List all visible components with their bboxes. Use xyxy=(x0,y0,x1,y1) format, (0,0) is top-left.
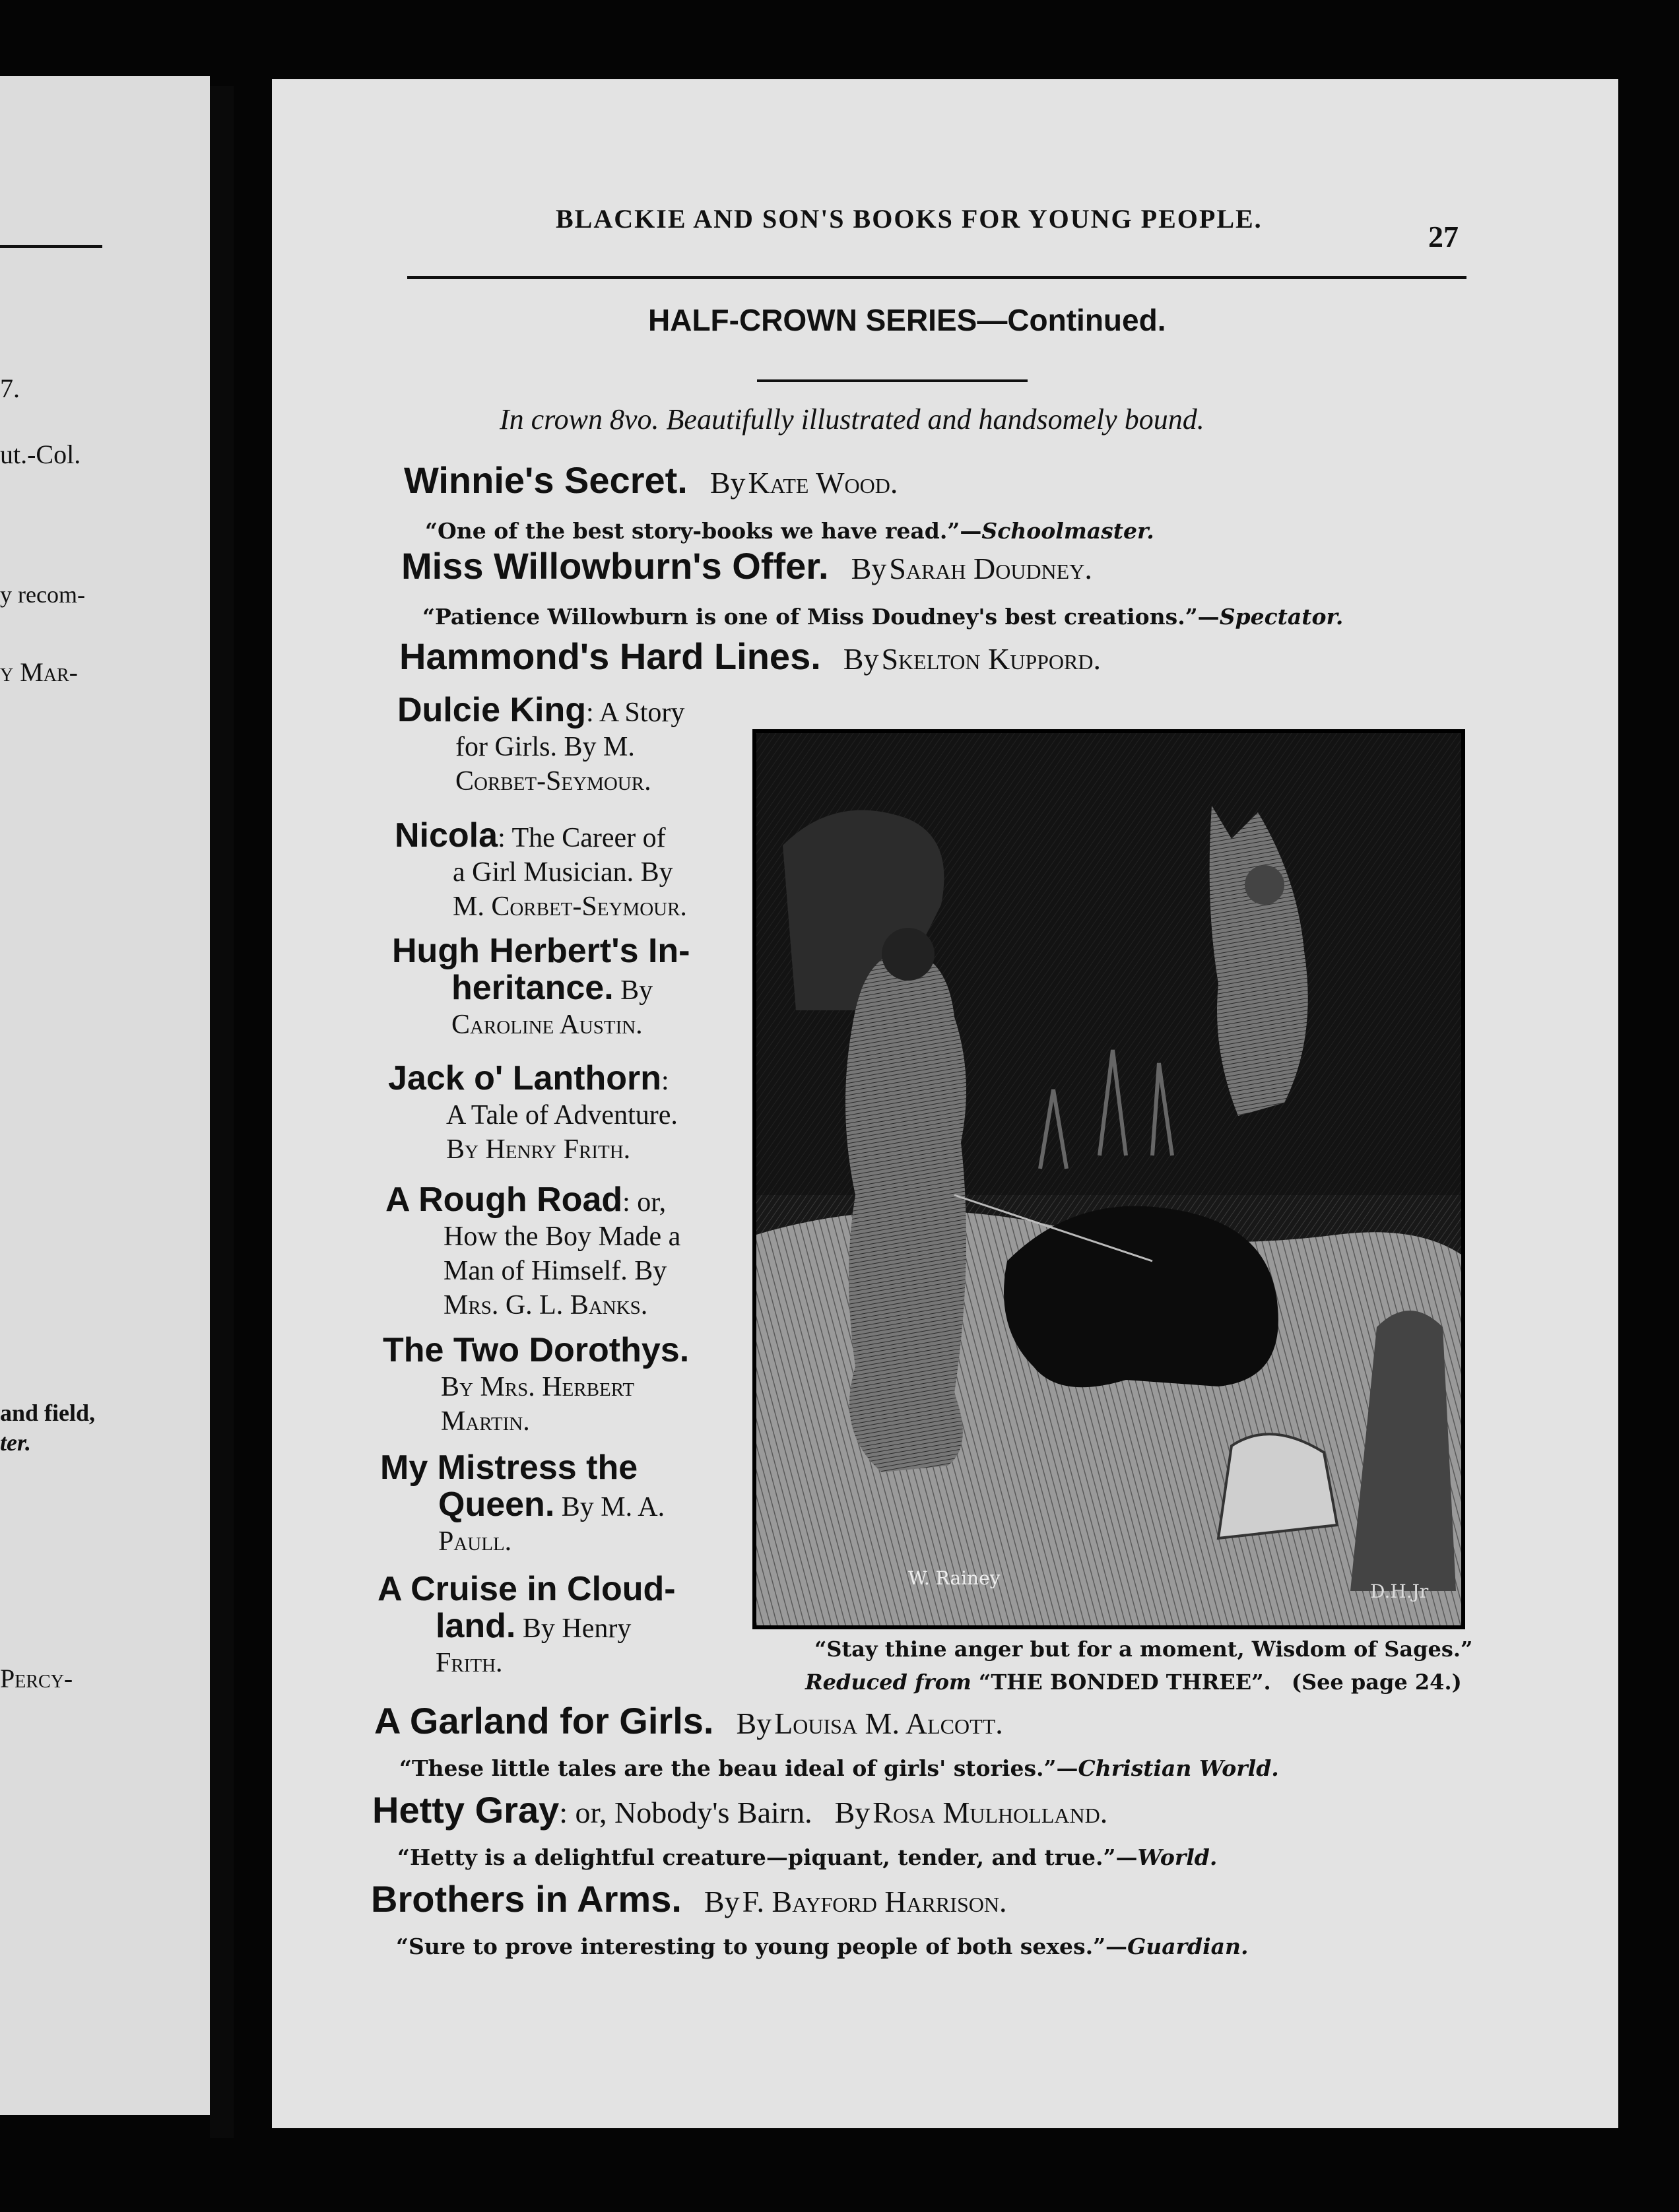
left-fragment-7: Percy- xyxy=(0,1664,73,1693)
book-by: By xyxy=(843,642,879,676)
book-line: for Girls. By M. xyxy=(455,732,635,762)
book-by: By xyxy=(613,975,653,1006)
book-author: Rosa Mulholland. xyxy=(872,1796,1108,1829)
series-note: In crown 8vo. Beautifully illustrated and handsomely bound. xyxy=(500,403,1204,436)
book-title: Hammond's Hard Lines. xyxy=(399,635,821,677)
review-source: Guardian. xyxy=(1127,1934,1249,1959)
book-author: Skelton Kuppord. xyxy=(881,642,1101,676)
book-review xyxy=(422,604,1343,630)
artist-signature-left: W. Rainey xyxy=(908,1567,1001,1589)
book-line: Man of Himself. By xyxy=(444,1256,667,1286)
book-title: Hetty Gray xyxy=(372,1789,560,1831)
book-title: My Mistress the xyxy=(380,1448,638,1487)
review-text: “Sure to prove interesting to young people of both sexes.”— xyxy=(396,1934,1128,1959)
book-review xyxy=(399,1755,1279,1781)
page-number: 27 xyxy=(1428,220,1459,253)
review-text: “These little tales are the beau ideal of girls' stories.”— xyxy=(399,1755,1078,1781)
illustration-caption: “Stay thine anger but for a moment, Wisdom of Sages.” xyxy=(814,1637,1473,1662)
section-title: HALF-CROWN SERIES—Continued. xyxy=(648,303,1166,337)
book-title-cont: heritance. xyxy=(451,969,614,1007)
book-author: By Mrs. Herbert xyxy=(441,1372,635,1402)
book-author: M. Corbet-Seymour. xyxy=(453,892,687,922)
book-author: Kate Wood. xyxy=(748,466,898,500)
engraving-drawing xyxy=(756,733,1461,1625)
section-rule xyxy=(757,379,1028,382)
credit-prefix: Reduced from xyxy=(805,1670,971,1695)
credit-page-ref: (See page 24.) xyxy=(1291,1670,1462,1695)
book-by: By xyxy=(851,552,887,585)
book-title: A Garland for Girls. xyxy=(374,1700,714,1741)
review-source: Spectator. xyxy=(1219,604,1344,630)
book-title: A Rough Road xyxy=(385,1181,623,1219)
illustration-credit xyxy=(805,1670,1462,1695)
book-title: Dulcie King xyxy=(397,691,587,729)
book-by: By xyxy=(736,1707,772,1740)
book-entry xyxy=(372,1788,1107,1831)
review-text: “One of the best story-books we have read.”— xyxy=(425,518,982,544)
book-author: Frith. xyxy=(436,1648,503,1678)
book-subtitle: : or, xyxy=(622,1187,667,1218)
left-page-rule xyxy=(0,245,102,248)
review-source: World. xyxy=(1137,1844,1218,1870)
book-review xyxy=(397,1844,1217,1870)
book-entry xyxy=(397,693,684,798)
book-gutter xyxy=(210,86,234,2138)
book-entry xyxy=(404,459,898,502)
book-entry xyxy=(380,1450,665,1559)
review-text: “Patience Willowburn is one of Miss Doudney's best creations.”— xyxy=(422,604,1220,630)
book-by: By xyxy=(704,1885,740,1918)
book-entry xyxy=(371,1877,1007,1920)
book-entry xyxy=(378,1572,676,1680)
left-fragment-5: and field, xyxy=(0,1400,96,1426)
book-author: Louisa M. Alcott. xyxy=(774,1707,1003,1740)
book-by: By M. A. xyxy=(554,1492,665,1522)
book-title: The Two Dorothys. xyxy=(383,1331,690,1369)
review-text: “Hetty is a delightful creature—piquant, tender, and true.”— xyxy=(397,1844,1138,1870)
credit-title: “THE BONDED THREE”. xyxy=(978,1670,1271,1695)
book-by: By Henry xyxy=(515,1613,632,1644)
book-entry xyxy=(388,1061,678,1167)
book-author: Corbet-Seymour. xyxy=(455,766,651,797)
book-title: Brothers in Arms. xyxy=(371,1878,682,1920)
book-title: Nicola xyxy=(395,816,498,855)
book-by: By xyxy=(834,1796,871,1829)
book-author: Martin. xyxy=(441,1406,530,1437)
book-author: Mrs. G. L. Banks. xyxy=(444,1290,648,1320)
review-source: Christian World. xyxy=(1078,1755,1279,1781)
running-head: BLACKIE AND SON'S BOOKS FOR YOUNG PEOPLE. xyxy=(556,204,1263,234)
book-subtitle: : A Story xyxy=(586,698,685,728)
left-fragment-3: y recom- xyxy=(0,581,85,608)
left-fragment-6: ter. xyxy=(0,1429,32,1456)
left-fragment-1: 7. xyxy=(0,374,20,403)
book-subtitle: : or, Nobody's Bairn. xyxy=(559,1796,812,1829)
book-entry xyxy=(383,1333,689,1439)
book-title: A Cruise in Cloud- xyxy=(378,1570,676,1608)
book-subtitle: : xyxy=(661,1066,669,1096)
book-line: a Girl Musician. By xyxy=(453,857,673,888)
book-entry xyxy=(401,544,1092,587)
book-author: Sarah Doudney. xyxy=(889,552,1092,585)
book-author: Caroline Austin. xyxy=(451,1010,643,1040)
artist-signature-right: D.H.Jr xyxy=(1370,1580,1429,1602)
engraving-illustration xyxy=(752,729,1465,1629)
book-subtitle: : The Career of xyxy=(498,823,666,853)
book-by: By xyxy=(709,466,746,500)
book-title: Jack o' Lanthorn xyxy=(388,1059,661,1097)
book-author: Paull. xyxy=(438,1526,512,1557)
book-title: Hugh Herbert's In- xyxy=(392,932,690,970)
left-fragment-2: ut.-Col. xyxy=(0,439,81,469)
book-author: F. Bayford Harrison. xyxy=(742,1885,1007,1918)
review-source: Schoolmaster. xyxy=(981,518,1154,544)
book-entry xyxy=(399,635,1101,678)
book-entry xyxy=(385,1183,680,1322)
book-author: By Henry Frith. xyxy=(446,1134,631,1165)
right-page xyxy=(272,79,1618,2128)
book-line: A Tale of Adventure. xyxy=(446,1100,678,1130)
book-entry xyxy=(392,934,690,1042)
book-title: Winnie's Secret. xyxy=(404,459,688,501)
book-title-cont: land. xyxy=(436,1607,516,1645)
book-line: How the Boy Made a xyxy=(444,1221,681,1252)
book-title-cont: Queen. xyxy=(438,1485,555,1524)
book-entry xyxy=(395,818,687,924)
book-title: Miss Willowburn's Offer. xyxy=(401,545,829,587)
header-rule xyxy=(407,276,1466,279)
left-fragment-4: y Mar- xyxy=(0,657,79,687)
book-review xyxy=(425,518,1154,544)
left-page-fragment xyxy=(0,76,210,2115)
book-review xyxy=(396,1934,1248,1959)
book-entry xyxy=(374,1699,1003,1742)
